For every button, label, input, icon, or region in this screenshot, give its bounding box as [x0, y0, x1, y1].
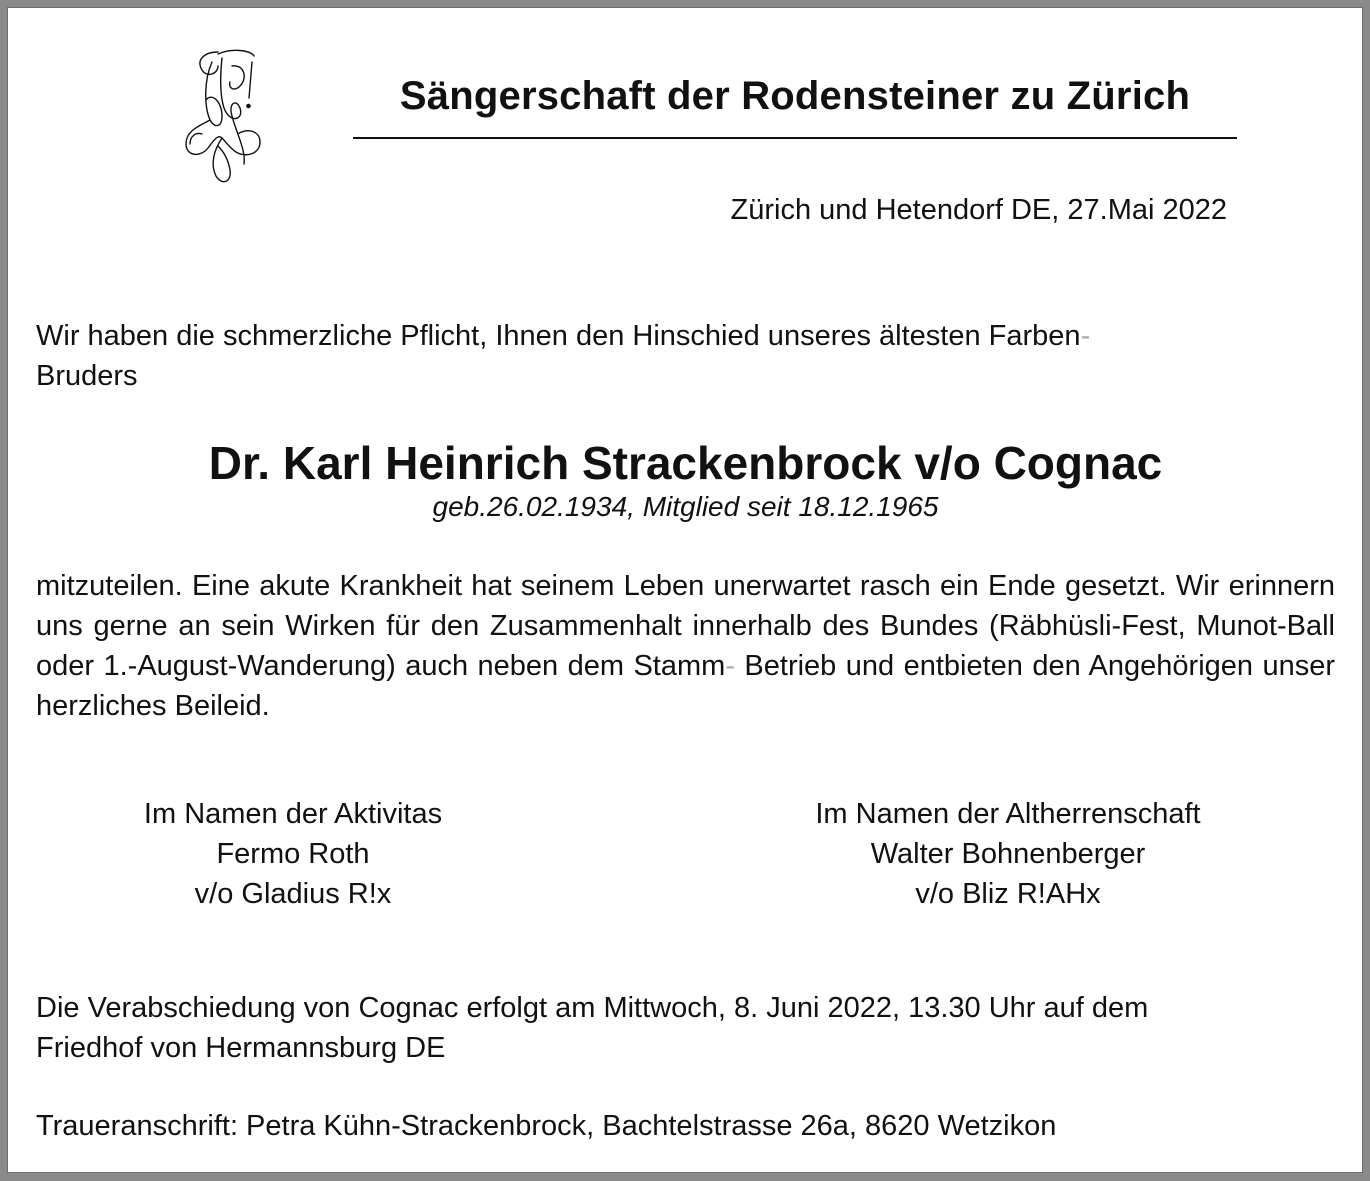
- signature-name: Walter Bohnenberger: [870, 838, 1146, 870]
- signature-nickname: v/o Gladius R!x: [194, 878, 392, 910]
- body-part1: mitzuteilen. Eine akute Krankheit hat seinem Leben unerwartet rasch ein Ende gesetzt. Wir erinnern uns gerne an sein Wirken für den Zusammenhalt innerhalb des Bundes (Räbhüsli-Fest, Munot-Ball oder 1.-August-Wanderung) auch neben dem Stamm: [36, 570, 1335, 682]
- funeral-notice: [36, 988, 1346, 1068]
- intro-hyphen: -: [1080, 320, 1091, 352]
- signature-altherrenschaft: [728, 794, 1288, 914]
- funeral-line1: Die Verabschiedung von Cognac erfolgt am Mittwoch, 8. Juni 2022, 13.30 Uhr auf dem: [36, 992, 1149, 1024]
- organization-title: Sängerschaft der Rodensteiner zu Zürich: [399, 74, 1191, 118]
- signature-role: Im Namen der Aktivitas: [143, 798, 443, 830]
- signature-role: Im Namen der Altherrenschaft: [815, 798, 1201, 830]
- funeral-line2: Friedhof von Hermannsburg DE: [36, 1032, 446, 1064]
- body-part2: Betrieb und entbieten den Angehörigen unser herzliches Beileid.: [36, 650, 1335, 722]
- body-hyphen: -: [725, 650, 735, 682]
- intro-paragraph: [36, 316, 1335, 396]
- title-underline: [353, 137, 1237, 139]
- deceased-name: Dr. Karl Heinrich Strackenbrock v/o Cognac: [208, 437, 1163, 489]
- deceased-details: geb.26.02.1934, Mitglied seit 18.12.1965: [432, 491, 939, 522]
- place-date: Zürich und Hetendorf DE, 27.Mai 2022: [730, 194, 1227, 226]
- signature-name: Fermo Roth: [216, 838, 370, 870]
- body-paragraph: [36, 566, 1335, 726]
- mourning-address: Traueranschrift: Petra Kühn-Strackenbrock, Bachtelstrasse 26a, 8620 Wetzikon: [36, 1110, 1057, 1142]
- signature-aktivitas: [43, 794, 543, 914]
- cursive-monogram-logo-icon: [174, 46, 270, 188]
- document-page: [8, 8, 1362, 1172]
- signature-nickname: v/o Bliz R!AHx: [915, 878, 1101, 910]
- intro-text: Wir haben die schmerzliche Pflicht, Ihnen den Hinschied unseres ältesten Farben: [36, 320, 1081, 352]
- intro-line2: Bruders: [36, 360, 138, 392]
